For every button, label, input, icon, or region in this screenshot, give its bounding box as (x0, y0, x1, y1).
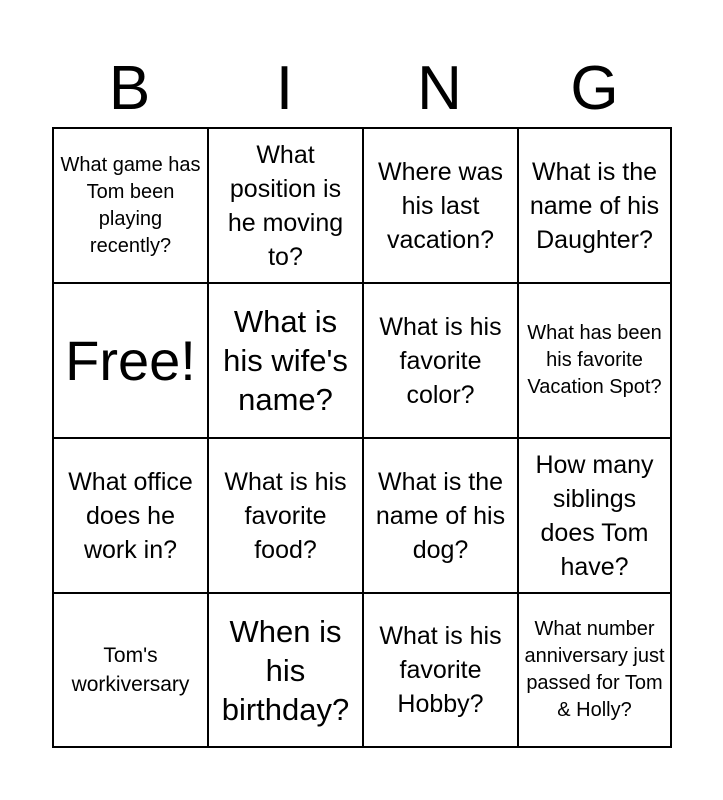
cell-label: What has been his favorite Vacation Spot? (527, 322, 662, 398)
bingo-grid (52, 127, 672, 748)
free-space-label: Free! (65, 328, 196, 392)
cell-label: What number anniversary just passed for Tom & Holly? (524, 618, 665, 721)
bingo-cell[interactable] (364, 439, 517, 592)
cell-label: Tom's workiversary (71, 644, 190, 696)
header-letter-b: B (108, 54, 151, 123)
cell-label: Where was his last vacation? (377, 157, 504, 254)
cell-label: What is his favorite food? (224, 467, 347, 564)
cell-label: What is his favorite color? (379, 312, 502, 409)
bingo-cell[interactable] (364, 129, 517, 282)
bingo-cell[interactable] (209, 129, 362, 282)
header-letter-i: I (275, 54, 294, 123)
bingo-cell[interactable] (209, 594, 362, 746)
header-letter-g: G (570, 54, 619, 123)
cell-label: What is the name of his dog? (375, 467, 506, 564)
cell-label: When is his birthday? (221, 613, 350, 727)
cell-label: How many siblings does Tom have? (535, 450, 654, 581)
bingo-cell[interactable] (519, 439, 670, 592)
bingo-header (52, 52, 672, 126)
bingo-cell[interactable] (364, 284, 517, 437)
bingo-cell[interactable] (54, 129, 207, 282)
bingo-cell-free[interactable] (54, 284, 207, 437)
cell-label: What is his favorite Hobby? (379, 622, 502, 718)
bingo-cell[interactable] (364, 594, 517, 746)
cell-label: What office does he work in? (68, 467, 193, 564)
bingo-cell[interactable] (519, 284, 670, 437)
bingo-cell[interactable] (54, 439, 207, 592)
bingo-cell[interactable] (209, 439, 362, 592)
cell-label: What game has Tom been playing recently? (60, 153, 201, 257)
cell-label: What is the name of his Daughter? (529, 157, 660, 254)
header-letter-n: N (417, 54, 462, 123)
bingo-cell[interactable] (519, 594, 670, 746)
bingo-cell[interactable] (209, 284, 362, 437)
cell-label: What position is he moving to? (227, 140, 344, 271)
bingo-cell[interactable] (519, 129, 670, 282)
cell-label: What is his wife's name? (223, 304, 348, 417)
bingo-cell[interactable] (54, 594, 207, 746)
